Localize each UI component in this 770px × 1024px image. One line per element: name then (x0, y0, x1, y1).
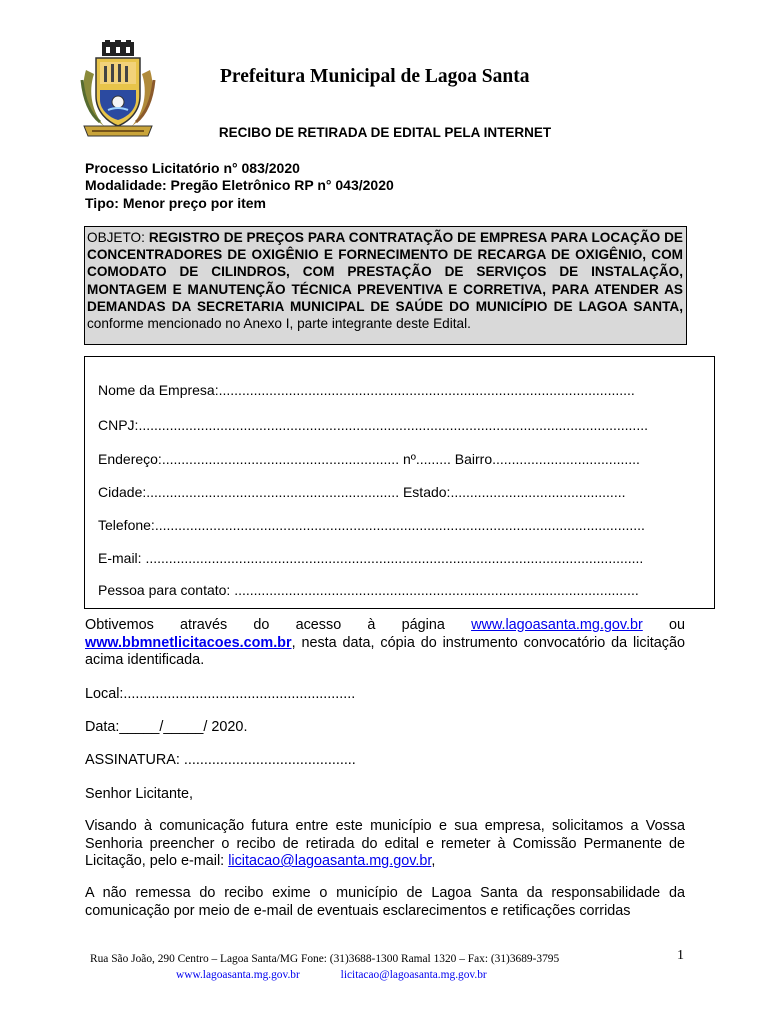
obtivemos-line-1 (85, 617, 685, 635)
footer-address: Rua São João, 290 Centro – Lagoa Santa/MG Fone: (31)3688-1300 Ramal 1320 – Fax: (31)3689-3795 (90, 953, 560, 965)
objeto-box (84, 226, 687, 345)
processo-line: Processo Licitatório n° 083/2020 (85, 160, 300, 176)
empresa-field[interactable]: Nome da Empresa:........................................................................................................... (98, 382, 635, 398)
senhor-licitante: Senhor Licitante, (85, 786, 194, 802)
visando-paragraph (85, 818, 685, 871)
endereco-field[interactable]: Endereço:............................................................. nº......... Bairro...................................... (98, 451, 640, 467)
cnpj-field[interactable]: CNPJ:................................................................................................................................... (98, 417, 648, 433)
email-link[interactable]: licitacao@lagoasanta.mg.gov.br (228, 853, 432, 869)
document-title: RECIBO DE RETIRADA DE EDITAL PELA INTERNET (218, 125, 552, 140)
bbmnet-link[interactable]: www.bbmnetlicitacoes.com.br (85, 634, 292, 651)
company-form (84, 356, 715, 609)
contato-field[interactable]: Pessoa para contato: ........................................................................................................ (98, 582, 639, 598)
objeto-label: OBJETO: (87, 230, 145, 245)
obtivemos-paragraph (85, 617, 685, 670)
footer-site-link[interactable]: www.lagoasanta.mg.gov.br (176, 969, 300, 981)
organization-title: Prefeitura Municipal de Lagoa Santa (220, 66, 530, 87)
obtivemos-text: Obtivemos através do acesso à página (85, 617, 445, 633)
assinatura-line[interactable]: ASSINATURA: ........................................... (85, 752, 356, 768)
objeto-bold-text: REGISTRO DE PREÇOS PARA CONTRATAÇÃO DE EMPRESA PARA LOCAÇÃO DE CONCENTRADORES DE OXIGÊNIO E FORNECIMENTO DE RECARGA DE OXIGÊNIO, COM COMODATO DE CILINDROS, COM PRESTAÇÃO DE SERVIÇOS DE INSTALAÇÃO, MONTAGEM E MANUTENÇÃO TÉCNICA PREVENTIVA E CORRETIVA, PARA ATENDER AS DEMANDAS DA SECRETARIA MUNICIPAL DE SAÚDE DO MUNICÍPIO DE LAGOA SANTA, (87, 230, 684, 314)
objeto-tail-text: conforme mencionado no Anexo I, parte integrante deste Edital. (87, 316, 471, 332)
cidade-field[interactable]: Cidade:................................................................. Estado:............................................. (98, 484, 626, 500)
nao-remessa-paragraph: A não remessa do recibo exime o município de Lagoa Santa da responsabilidade da comunicação por meio de e-mail de eventuais esclarecimentos e retificações corridas (85, 885, 685, 919)
local-line[interactable]: Local:.......................................................... (85, 686, 356, 702)
ou-text: ou (669, 617, 686, 633)
visando-text: Visando à comunicação futura entre este município e sua empresa, solicitamos a Vossa Senhoria preencher o recibo de retirada do edital e remeter à Comissão Permanente de Licitação, pelo e-mail: (85, 818, 685, 869)
site-link[interactable]: www.lagoasanta.mg.gov.br (471, 617, 643, 633)
modalidade-line: Modalidade: Pregão Eletrônico RP n° 043/2020 (85, 177, 394, 193)
obtivemos-rest: , nesta data, cópia do instrumento convocatório da licitação acima identificada. (85, 634, 685, 668)
email-field[interactable]: E-mail: ................................................................................................................................ (98, 550, 644, 566)
footer-links (176, 969, 487, 981)
footer-email-link[interactable]: licitacao@lagoasanta.mg.gov.br (340, 969, 487, 981)
visando-end: , (431, 853, 436, 869)
data-line[interactable]: Data:_____/_____/ 2020. (85, 719, 248, 735)
tipo-line: Tipo: Menor preço por item (85, 195, 266, 211)
page-number: 1 (677, 948, 684, 963)
telefone-field[interactable]: Telefone:.............................................................................................................................. (98, 517, 645, 533)
